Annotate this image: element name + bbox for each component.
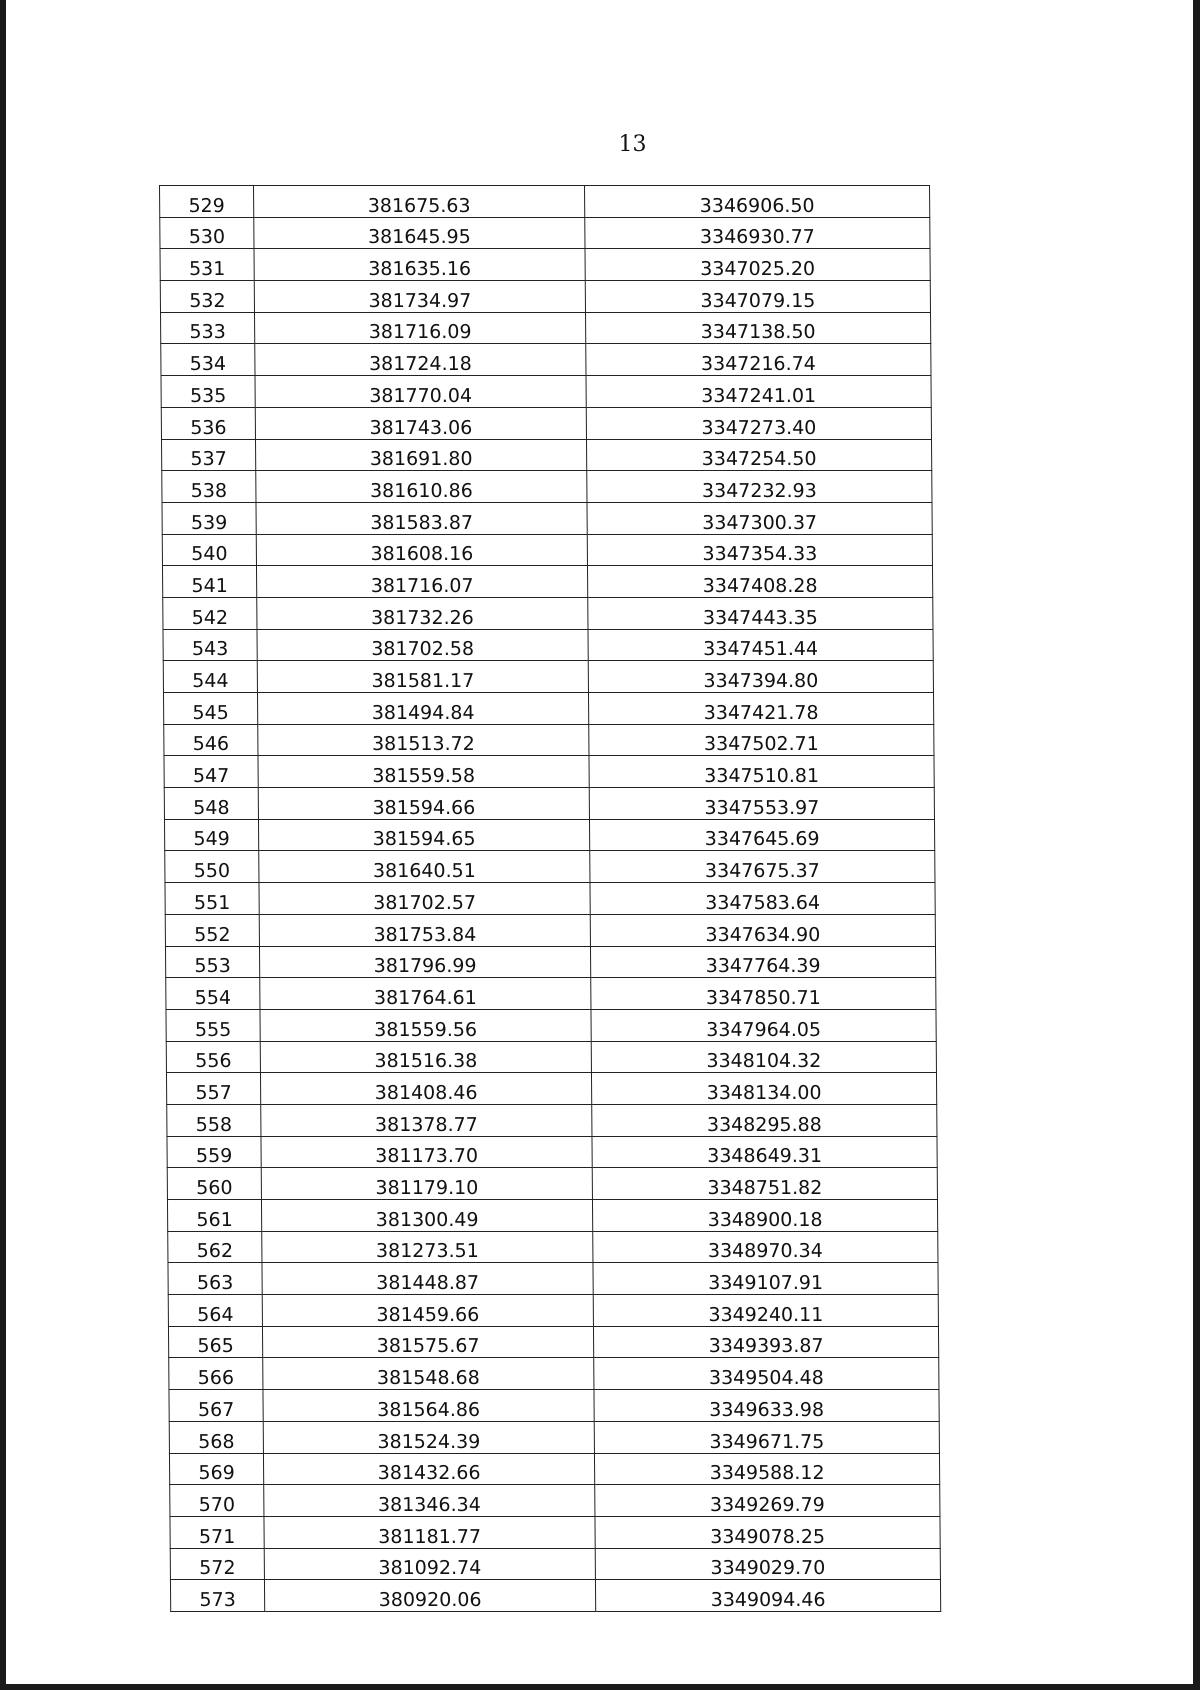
y-coordinate-cell: 3347964.05: [591, 1009, 936, 1041]
table-row: [170, 1516, 940, 1548]
x-coordinate-cell: 381640.51: [259, 851, 590, 883]
point-number-cell: 554: [166, 978, 260, 1010]
x-coordinate-cell: 381796.99: [259, 946, 590, 978]
y-coordinate-cell: 3347850.71: [591, 978, 936, 1010]
x-coordinate-cell: 381594.65: [258, 819, 589, 851]
point-number-cell: 532: [160, 281, 254, 313]
point-number-cell: 556: [166, 1041, 260, 1073]
y-coordinate-cell: 3347443.35: [588, 597, 933, 629]
y-coordinate-cell: 3348900.18: [592, 1200, 937, 1232]
x-coordinate-cell: 381583.87: [256, 502, 587, 534]
table-row: [166, 1041, 936, 1073]
x-coordinate-cell: 381516.38: [260, 1041, 591, 1073]
x-coordinate-cell: 381581.17: [257, 661, 588, 693]
x-coordinate-cell: 381459.66: [262, 1295, 593, 1327]
y-coordinate-cell: 3349107.91: [593, 1263, 938, 1295]
point-number-cell: 534: [161, 344, 255, 376]
point-number-cell: 568: [169, 1421, 263, 1453]
x-coordinate-cell: 381594.66: [258, 788, 589, 820]
table-row: [163, 629, 933, 661]
x-coordinate-cell: 381513.72: [258, 724, 589, 756]
table-row: [162, 502, 932, 534]
point-number-cell: 545: [163, 693, 257, 725]
table-row: [169, 1390, 939, 1422]
table-row: [162, 534, 932, 566]
table-row: [169, 1421, 939, 1453]
point-number-cell: 557: [166, 1073, 260, 1105]
y-coordinate-cell: 3349671.75: [594, 1421, 939, 1453]
table-row: [165, 883, 935, 915]
y-coordinate-cell: 3346930.77: [585, 217, 930, 249]
table-row: [166, 1009, 936, 1041]
y-coordinate-cell: 3347025.20: [585, 249, 930, 281]
point-number-cell: 572: [170, 1548, 264, 1580]
y-coordinate-cell: 3347451.44: [588, 629, 933, 661]
point-number-cell: 538: [162, 471, 256, 503]
table-row: [166, 978, 936, 1010]
table-row: [168, 1295, 938, 1327]
point-number-cell: 553: [165, 946, 259, 978]
y-coordinate-cell: 3349393.87: [593, 1326, 938, 1358]
y-coordinate-cell: 3348104.32: [591, 1041, 936, 1073]
point-number-cell: 541: [162, 566, 256, 598]
point-number-cell: 558: [167, 1104, 261, 1136]
x-coordinate-cell: 381734.97: [254, 281, 585, 313]
y-coordinate-cell: 3348649.31: [592, 1136, 937, 1168]
x-coordinate-cell: 381675.63: [254, 186, 585, 218]
table-row: [167, 1136, 937, 1168]
table-row: [165, 851, 935, 883]
table-row: [164, 788, 934, 820]
point-number-cell: 548: [164, 788, 258, 820]
point-number-cell: 562: [168, 1231, 262, 1263]
x-coordinate-cell: 381743.06: [255, 407, 586, 439]
table-row: [160, 281, 930, 313]
x-coordinate-cell: 381346.34: [264, 1485, 595, 1517]
table-row: [168, 1231, 938, 1263]
table-row: [169, 1453, 939, 1485]
table-row: [168, 1263, 938, 1295]
y-coordinate-cell: 3347583.64: [590, 883, 935, 915]
x-coordinate-cell: 381524.39: [263, 1421, 594, 1453]
point-number-cell: 535: [161, 376, 255, 408]
point-number-cell: 564: [168, 1295, 262, 1327]
x-coordinate-cell: 381724.18: [255, 344, 586, 376]
y-coordinate-cell: 3349240.11: [593, 1295, 938, 1327]
point-number-cell: 567: [169, 1390, 263, 1422]
point-number-cell: 530: [160, 217, 254, 249]
table-row: [170, 1485, 940, 1517]
page-border-right: [1193, 0, 1200, 1690]
y-coordinate-cell: 3347510.81: [589, 756, 934, 788]
table-row: [166, 1073, 936, 1105]
y-coordinate-cell: 3347354.33: [587, 534, 932, 566]
point-number-cell: 546: [164, 724, 258, 756]
x-coordinate-cell: 381092.74: [264, 1548, 595, 1580]
table-row: [161, 376, 931, 408]
x-coordinate-cell: 381181.77: [264, 1516, 595, 1548]
point-number-cell: 533: [160, 312, 254, 344]
page-border-bottom: [0, 1684, 1200, 1690]
point-number-cell: 559: [167, 1136, 261, 1168]
point-number-cell: 536: [161, 407, 255, 439]
y-coordinate-cell: 3348751.82: [592, 1168, 937, 1200]
table-row: [167, 1168, 937, 1200]
x-coordinate-cell: 381432.66: [263, 1453, 594, 1485]
point-number-cell: 561: [167, 1200, 261, 1232]
table-row: [160, 186, 930, 218]
table-row: [167, 1104, 937, 1136]
y-coordinate-cell: 3349029.70: [595, 1548, 940, 1580]
y-coordinate-cell: 3349633.98: [594, 1390, 939, 1422]
table-row: [165, 946, 935, 978]
y-coordinate-cell: 3347502.71: [589, 724, 934, 756]
point-number-cell: 547: [164, 756, 258, 788]
x-coordinate-cell: 381753.84: [259, 914, 590, 946]
point-number-cell: 551: [165, 883, 259, 915]
point-number-cell: 549: [164, 819, 258, 851]
x-coordinate-cell: 381702.58: [257, 629, 588, 661]
x-coordinate-cell: 381732.26: [257, 597, 588, 629]
x-coordinate-cell: 381559.58: [258, 756, 589, 788]
x-coordinate-cell: 381691.80: [255, 439, 586, 471]
table-row: [163, 693, 933, 725]
point-number-cell: 550: [165, 851, 259, 883]
point-number-cell: 573: [170, 1580, 264, 1612]
y-coordinate-cell: 3347645.69: [589, 819, 934, 851]
page-border-left: [0, 0, 6, 1690]
table-row: [165, 914, 935, 946]
table-row: [167, 1200, 937, 1232]
x-coordinate-cell: 381608.16: [256, 534, 587, 566]
x-coordinate-cell: 381716.09: [254, 312, 585, 344]
point-number-cell: 540: [162, 534, 256, 566]
y-coordinate-cell: 3347634.90: [590, 914, 935, 946]
x-coordinate-cell: 381448.87: [262, 1263, 593, 1295]
x-coordinate-cell: 381494.84: [257, 693, 588, 725]
x-coordinate-cell: 381408.46: [260, 1073, 591, 1105]
point-number-cell: 531: [160, 249, 254, 281]
x-coordinate-cell: 381635.16: [254, 249, 585, 281]
coordinate-table-body: [160, 186, 941, 1612]
coordinate-table: [159, 185, 941, 1612]
coordinate-table-container: [159, 185, 940, 1612]
x-coordinate-cell: 381559.56: [260, 1009, 591, 1041]
table-row: [164, 724, 934, 756]
point-number-cell: 565: [168, 1326, 262, 1358]
point-number-cell: 566: [169, 1358, 263, 1390]
table-row: [164, 756, 934, 788]
point-number-cell: 571: [170, 1516, 264, 1548]
table-row: [168, 1326, 938, 1358]
x-coordinate-cell: 381716.07: [256, 566, 587, 598]
x-coordinate-cell: 381610.86: [256, 471, 587, 503]
table-row: [160, 312, 930, 344]
point-number-cell: 563: [168, 1263, 262, 1295]
x-coordinate-cell: 381300.49: [261, 1200, 592, 1232]
point-number-cell: 539: [162, 502, 256, 534]
y-coordinate-cell: 3347232.93: [587, 471, 932, 503]
point-number-cell: 543: [163, 629, 257, 661]
table-row: [161, 344, 931, 376]
point-number-cell: 529: [160, 186, 254, 218]
y-coordinate-cell: 3348970.34: [593, 1231, 938, 1263]
y-coordinate-cell: 3347254.50: [586, 439, 931, 471]
point-number-cell: 555: [166, 1009, 260, 1041]
y-coordinate-cell: 3347138.50: [585, 312, 930, 344]
x-coordinate-cell: 381179.10: [261, 1168, 592, 1200]
table-row: [162, 471, 932, 503]
y-coordinate-cell: 3347079.15: [585, 281, 930, 313]
x-coordinate-cell: 380920.06: [264, 1580, 595, 1612]
table-row: [170, 1580, 940, 1612]
x-coordinate-cell: 381273.51: [262, 1231, 593, 1263]
point-number-cell: 552: [165, 914, 259, 946]
table-row: [161, 439, 931, 471]
x-coordinate-cell: 381575.67: [262, 1326, 593, 1358]
x-coordinate-cell: 381564.86: [263, 1390, 594, 1422]
x-coordinate-cell: 381702.57: [259, 883, 590, 915]
table-row: [160, 217, 930, 249]
table-row: [164, 819, 934, 851]
x-coordinate-cell: 381764.61: [260, 978, 591, 1010]
point-number-cell: 569: [169, 1453, 263, 1485]
y-coordinate-cell: 3347300.37: [587, 502, 932, 534]
table-row: [169, 1358, 939, 1390]
y-coordinate-cell: 3349078.25: [595, 1516, 940, 1548]
table-row: [170, 1548, 940, 1580]
point-number-cell: 542: [163, 597, 257, 629]
table-row: [163, 597, 933, 629]
x-coordinate-cell: 381378.77: [261, 1104, 592, 1136]
y-coordinate-cell: 3348295.88: [592, 1104, 937, 1136]
y-coordinate-cell: 3349504.48: [594, 1358, 939, 1390]
y-coordinate-cell: 3347216.74: [586, 344, 931, 376]
y-coordinate-cell: 3349588.12: [594, 1453, 939, 1485]
point-number-cell: 537: [161, 439, 255, 471]
page-number: 13: [618, 132, 647, 157]
point-number-cell: 560: [167, 1168, 261, 1200]
table-row: [163, 661, 933, 693]
table-row: [162, 566, 932, 598]
table-row: [160, 249, 930, 281]
y-coordinate-cell: 3347553.97: [589, 788, 934, 820]
y-coordinate-cell: 3347241.01: [586, 376, 931, 408]
y-coordinate-cell: 3347675.37: [590, 851, 935, 883]
x-coordinate-cell: 381770.04: [255, 376, 586, 408]
y-coordinate-cell: 3347273.40: [586, 407, 931, 439]
y-coordinate-cell: 3349269.79: [595, 1485, 940, 1517]
x-coordinate-cell: 381645.95: [254, 217, 585, 249]
point-number-cell: 544: [163, 661, 257, 693]
y-coordinate-cell: 3347394.80: [588, 661, 933, 693]
y-coordinate-cell: 3349094.46: [595, 1580, 940, 1612]
y-coordinate-cell: 3347421.78: [588, 693, 933, 725]
x-coordinate-cell: 381173.70: [261, 1136, 592, 1168]
y-coordinate-cell: 3347764.39: [590, 946, 935, 978]
table-row: [161, 407, 931, 439]
point-number-cell: 570: [170, 1485, 264, 1517]
y-coordinate-cell: 3346906.50: [585, 186, 930, 218]
x-coordinate-cell: 381548.68: [263, 1358, 594, 1390]
y-coordinate-cell: 3347408.28: [587, 566, 932, 598]
y-coordinate-cell: 3348134.00: [591, 1073, 936, 1105]
